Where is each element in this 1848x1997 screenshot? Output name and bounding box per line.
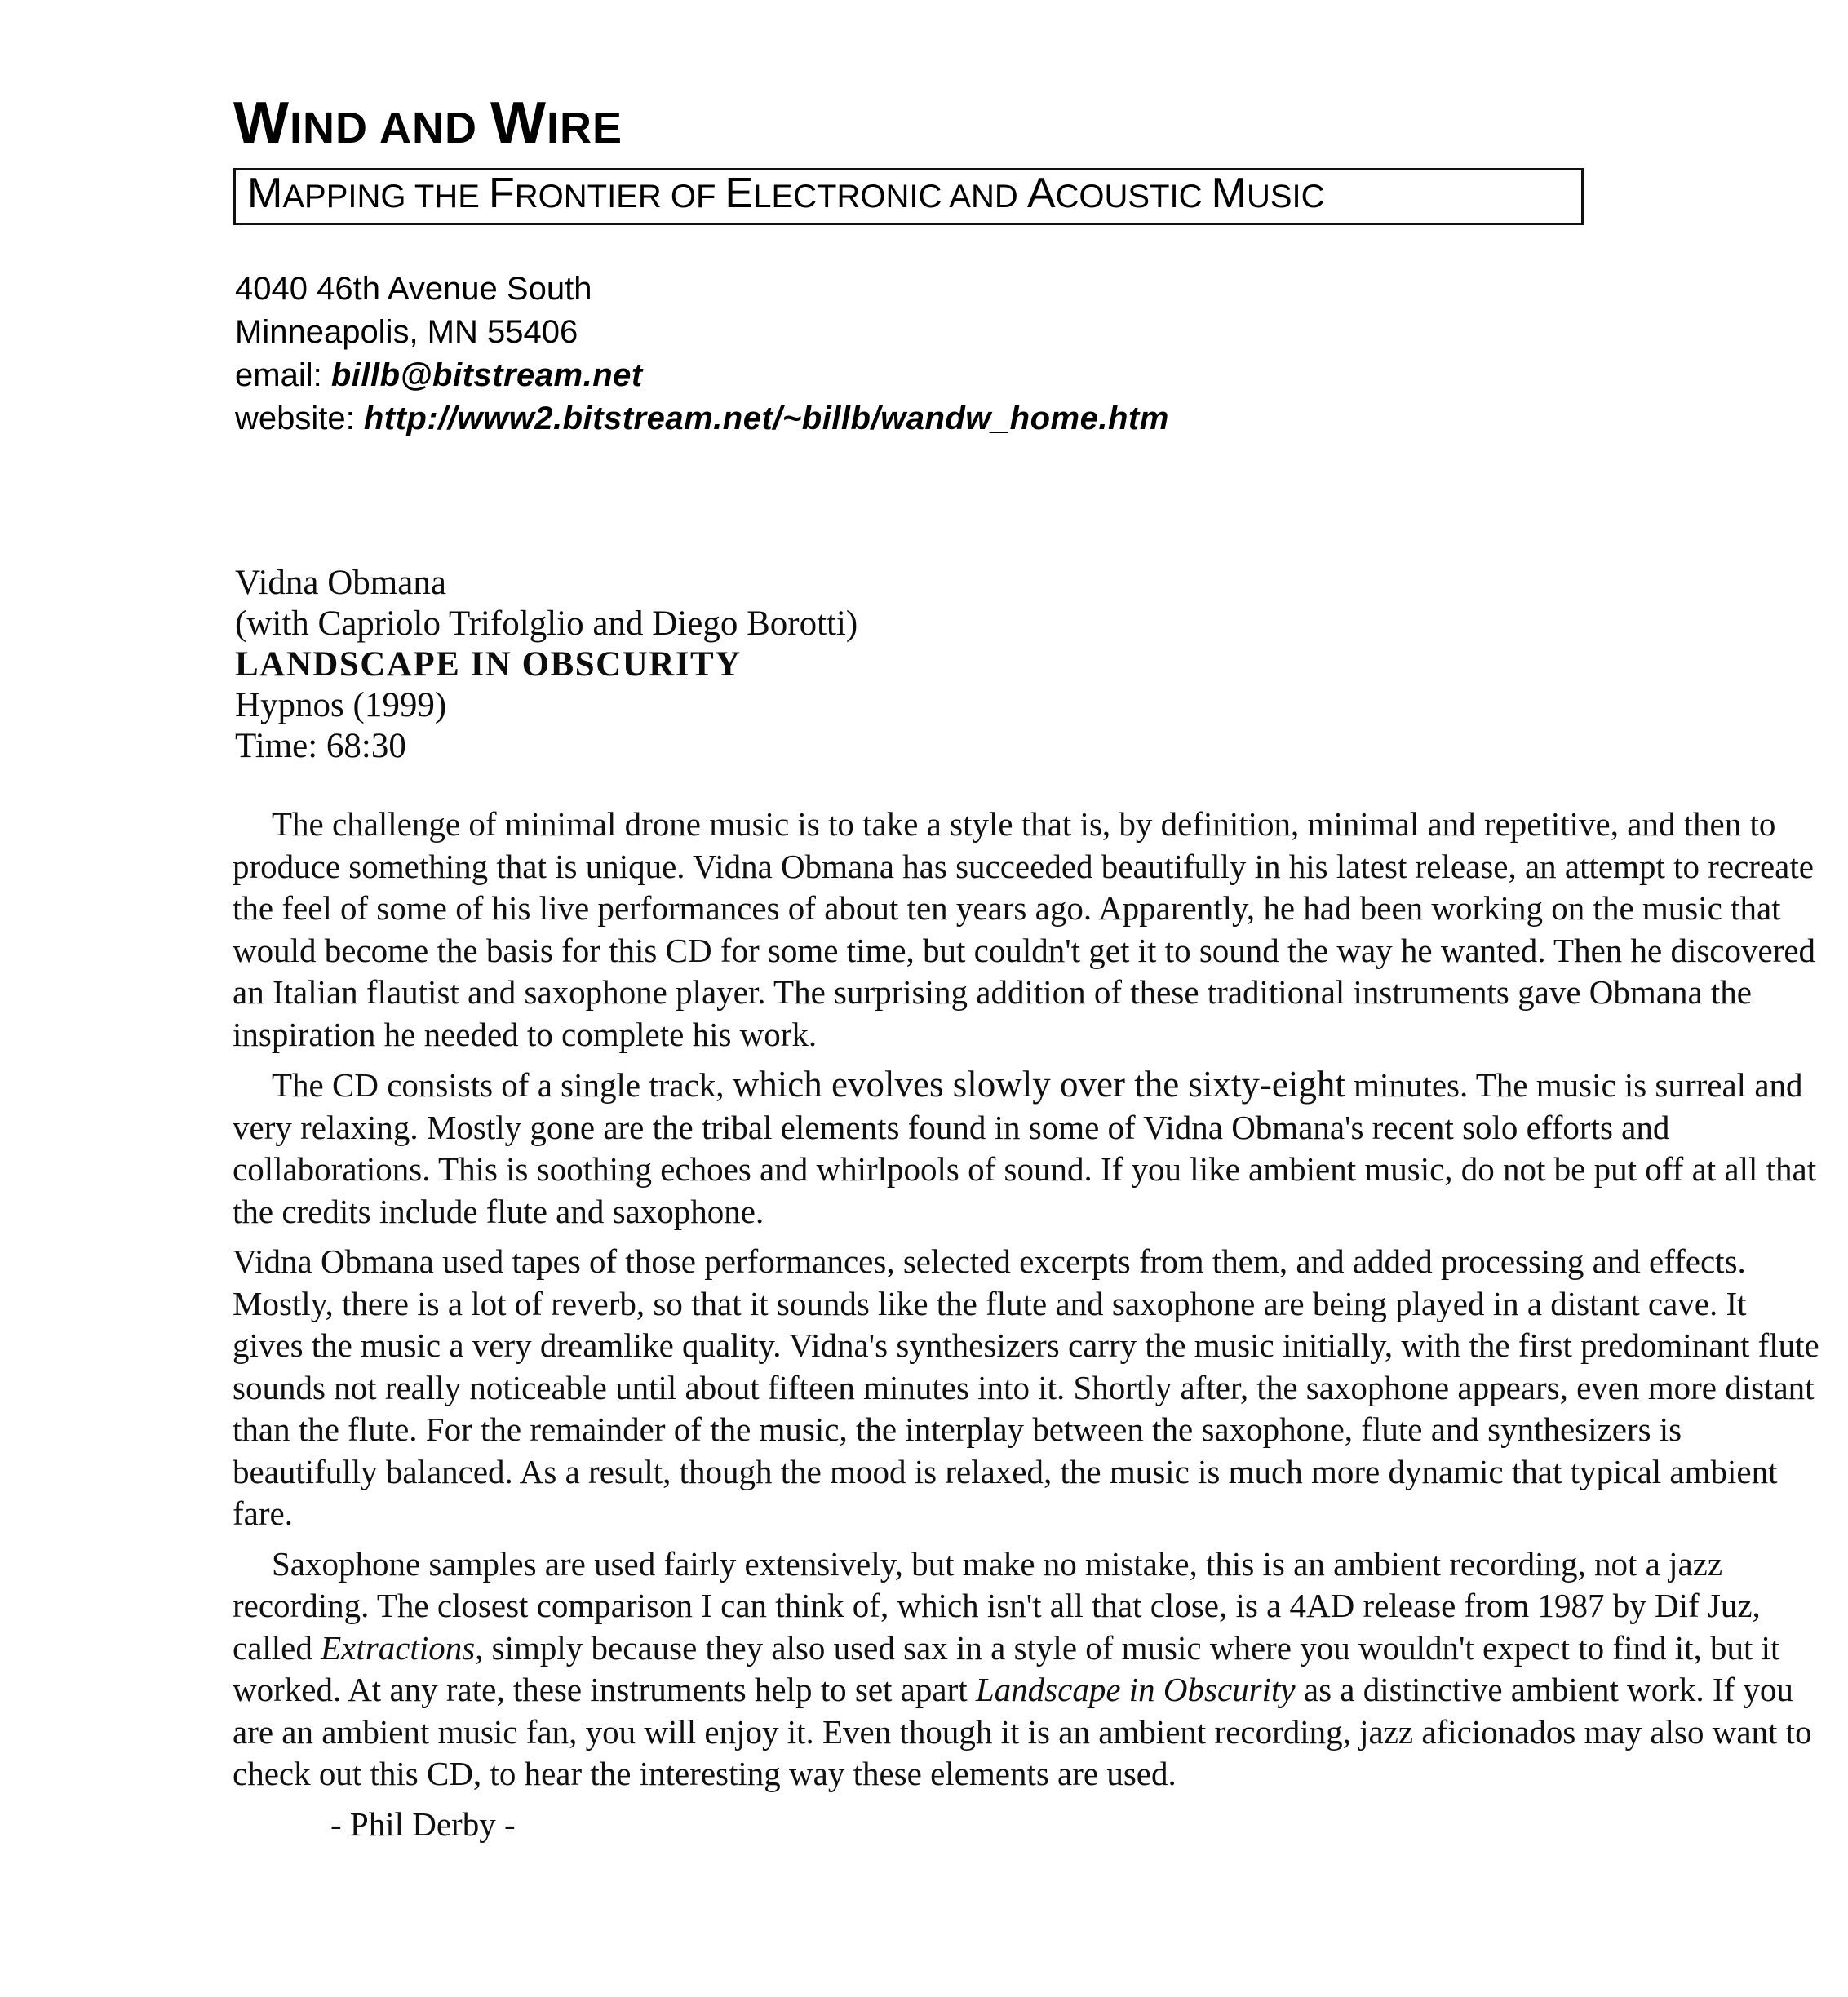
website-url[interactable]: http://www2.bitstream.net/~billb/wandw_home.htm	[363, 401, 1169, 436]
review-paragraph-3: Vidna Obmana used tapes of those performances, selected excerpts from them, and added processing and effects. Mostly, there is a lot of reverb, so that it sounds like the flute and saxophone are being played in a distant cave. It gives the music a very dreamlike quality. Vidna's synthesizers carry the music initially, with the first predominant flute sounds not really noticeable until about fifteen minutes into it. Shortly after, the saxophone appears, even more distant than the flute. For the remainder of the music, the interplay between the saxophone, flute and synthesizers is beautifully balanced. As a result, though the mood is relaxed, the music is much more dynamic that typical ambient fare.	[233, 1242, 1819, 1532]
subtitle-cap-5: M	[1211, 170, 1247, 217]
referenced-album-landscape: Landscape in Obscurity	[975, 1671, 1296, 1708]
masthead	[233, 91, 1604, 225]
subtitle-rest-2: RONTIER OF	[514, 179, 725, 215]
page-title-part-4: IRE	[546, 104, 623, 153]
review-paragraph-4	[233, 1543, 1819, 1796]
email-label: email:	[235, 357, 331, 393]
website-label: website:	[235, 401, 364, 436]
paragraph-4-part-b: , simply because they also used sax in a style of music where you wouldn't expect to find it, but it worked. At any rate, these instruments help to set apart	[233, 1628, 1780, 1708]
street-address: 4040 46th Avenue South	[235, 271, 592, 307]
review-body	[233, 804, 1819, 1853]
collaborators: (with Capriolo Trifolglio and Diego Borotti)	[235, 604, 858, 643]
subtitle-rest-3: LECTRONIC AND	[753, 179, 1027, 215]
email-line	[235, 354, 1169, 397]
release-info	[235, 563, 858, 767]
subtitle-rest-1: APPING THE	[282, 179, 489, 215]
review-paragraph-2	[233, 1064, 1819, 1233]
label-and-year: Hypnos (1999)	[235, 686, 447, 724]
paragraph-4-part-a: Saxophone samples are used fairly extensively, but make no mistake, this is an ambient recording, not a jazz recording. The closest comparison I can think of, which isn't all that close, is a 4AD release from 1987 by Dif Juz, called	[233, 1544, 1761, 1667]
city-state-zip: Minneapolis, MN 55406	[235, 314, 578, 350]
album-title: LANDSCAPE IN OBSCURITY	[235, 645, 742, 684]
subtitle-cap-3: E	[725, 170, 754, 217]
masthead-subtitle-box	[233, 168, 1584, 225]
page-title	[233, 91, 1604, 160]
page-title-part-2: IND AND	[289, 104, 490, 153]
paragraph-2-part-b: minutes. The music is surreal and very relaxing. Mostly gone are the tribal elements found in some of Vidna Obmana's recent solo efforts and collaborations. This is soothing echoes and whirlpools of sound. If you like ambient music, do not be put off at all that the credits include flute and saxophone.	[233, 1066, 1817, 1230]
website-line	[235, 397, 1169, 441]
masthead-subtitle	[247, 170, 1573, 217]
artist-name: Vidna Obmana	[235, 564, 446, 602]
review-paragraph-1: The challenge of minimal drone music is to take a style that is, by definition, minimal and repetitive, and then to produce something that is unique. Vidna Obmana has succeeded beautifully in his latest release, an attempt to recreate the feel of some of his live performances of about ten years ago. Apparently, he had been working on the music that would become the basis for this CD for some time, but couldn't get it to sound the way he wanted. Then he discovered an Italian flautist and saxophone player. The surprising addition of these traditional instruments gave Obmana the inspiration he needed to complete his work.	[233, 805, 1816, 1053]
paragraph-2-part-a: The CD consists of a single track,	[272, 1066, 733, 1104]
email-address[interactable]: billb@bitstream.net	[330, 357, 643, 393]
subtitle-rest-4: COUSTIC	[1055, 179, 1212, 215]
referenced-album-extractions: Extractions	[321, 1628, 476, 1667]
page-title-part-1: W	[233, 91, 290, 156]
contact-block	[235, 268, 1169, 441]
subtitle-cap-4: A	[1026, 170, 1056, 217]
subtitle-cap-2: F	[488, 170, 515, 217]
page-title-part-3: W	[490, 91, 547, 156]
subtitle-cap-1: M	[247, 170, 283, 217]
subtitle-rest-5: USIC	[1246, 179, 1325, 215]
paragraph-4-part-c: as a distinctive ambient work. If you are an ambient music fan, you will enjoy it. Even though it is an ambient recording, jazz aficionados may also want to check out this CD, to hear the interesting way these elements are used.	[233, 1671, 1812, 1792]
reviewer-signature: - Phil Derby -	[330, 1804, 516, 1843]
paragraph-2-emphasis: which evolves slowly over the sixty-eight	[732, 1064, 1345, 1105]
running-time: Time: 68:30	[235, 727, 406, 765]
